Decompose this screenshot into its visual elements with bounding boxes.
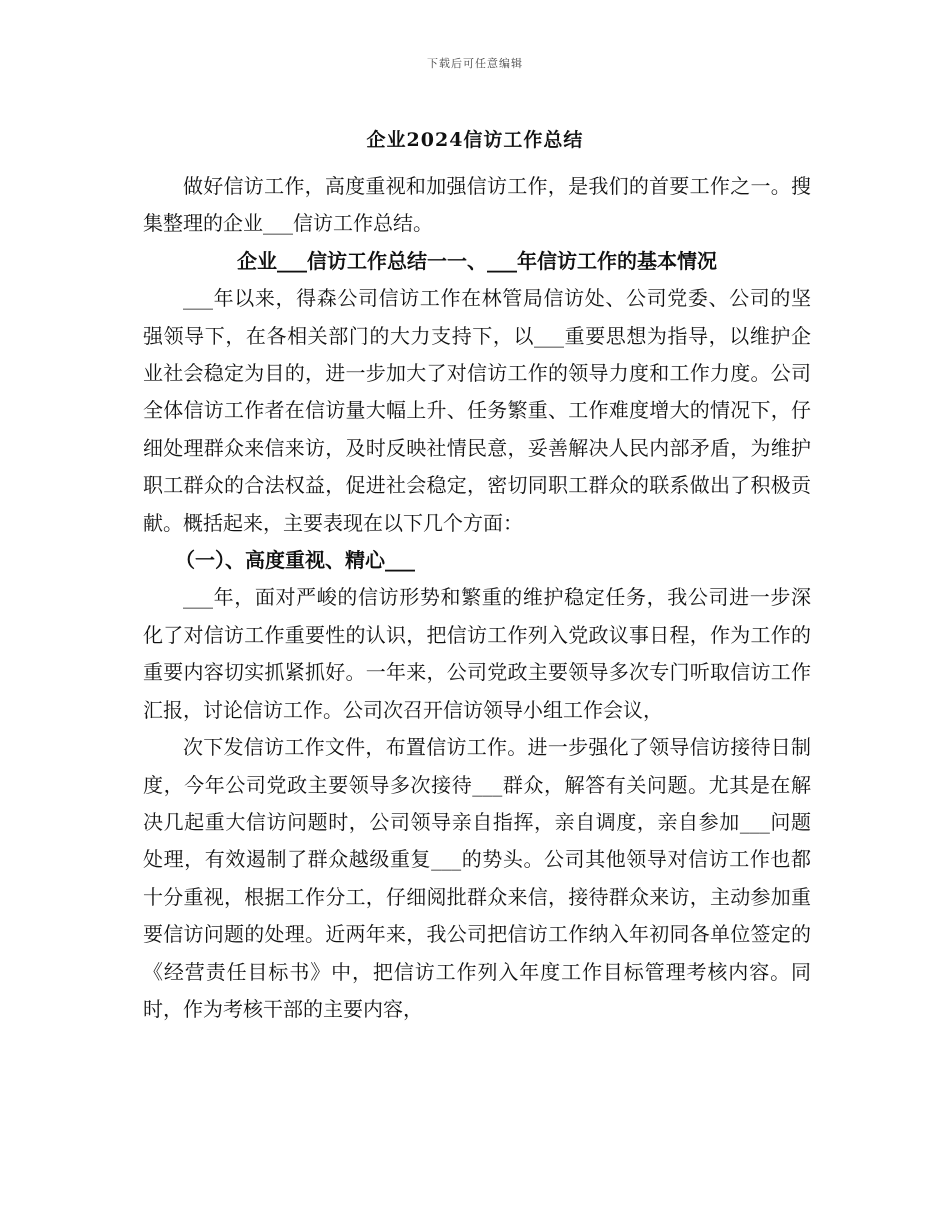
document-body <box>143 168 811 1028</box>
body-paragraph-2: ___年，面对严峻的信访形势和繁重的维护稳定任务，我公司进一步深化了对信访工作重要性的认识，把信访工作列入党政议事日程，作为工作的重要内容切实抓紧抓好。一年来，公司党政主要领导多次专门听取信访工作汇报，讨论信访工作。公司次召开信访领导小组工作会议， <box>143 585 811 722</box>
intro-paragraph: 做好信访工作，高度重视和加强信访工作，是我们的首要工作之一。搜集整理的企业___信访工作总结。 <box>143 174 811 236</box>
section-heading: 企业___信访工作总结一一、___年信访工作的基本情况 <box>237 248 717 273</box>
body-paragraph-3: 次下发信访工作文件，布置信访工作。进一步强化了领导信访接待日制度，今年公司党政主要领导多次接待___群众，解答有关问题。尤其是在解决几起重大信访问题时，公司领导亲自指挥，亲自调度，亲自参加___问题处理，有效遏制了群众越级重复___的势头。公司其他领导对信访工作也都十分重视，根据工作分工，仔细阅批群众来信，接待群众来访，主动参加重要信访问题的处理。近两年来，我公司把信访工作纳入年初同各单位签定的《经营责任目标书》中，把信访工作列入年度工作目标管理考核内容。同时，作为考核干部的主要内容， <box>143 735 811 1021</box>
body-paragraph-1: ___年以来，得森公司信访工作在林管局信访处、公司党委、公司的坚强领导下，在各相关部门的大力支持下，以___重要思想为指导，以维护企业社会稳定为目的，进一步加大了对信访工作的领导力度和工作力度。公司全体信访工作者在信访量大幅上升、任务繁重、工作难度增大的情况下，仔细处理群众来信来访，及时反映社情民意，妥善解决人民内部矛盾，为维护职工群众的合法权益，促进社会稳定，密切同职工群众的联系做出了积极贡献。概括起来，主要表现在以下几个方面： <box>143 286 811 535</box>
document-title: 企业2024信访工作总结 <box>366 129 584 151</box>
sub-heading-1: （一）、高度重视、精心___ <box>175 548 415 573</box>
header-note: 下载后可任意编辑 <box>427 57 523 70</box>
